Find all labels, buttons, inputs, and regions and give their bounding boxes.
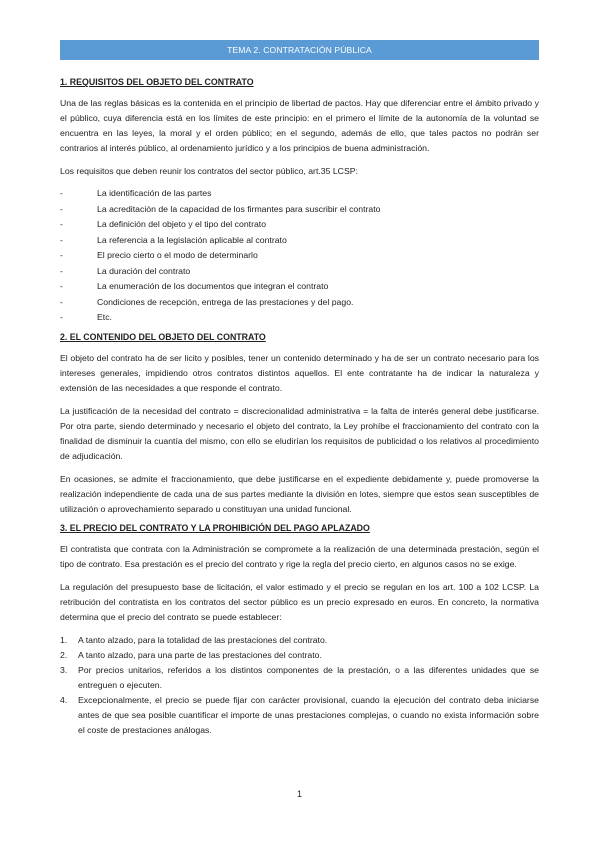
- requirements-list: [60, 186, 539, 326]
- list-item: 3. Por precios unitarios, referidos a los distintos componentes de la prestación, o a las diferentes unidades que se entreguen o ejecuten.: [60, 664, 539, 690]
- list-item: - La acreditación de la capacidad de los firmantes para suscribir el contrato: [60, 202, 539, 218]
- list-item: - La identificación de las partes: [60, 186, 539, 202]
- list-number: 1.: [60, 634, 68, 645]
- section-2-paragraph-1: El objeto del contrato ha de ser licito y posibles, tener un contenido determinado y ha de ser un contrato necesario para los intereses generales, impidiendo otros contratos distintos aquellos. El ente contratante ha de indicar la naturaleza y extensión de las necesidades a que responde el contrato.: [60, 352, 539, 393]
- section-2-paragraph-2: La justificación de la necesidad del contrato = discrecionalidad administrativa = la falta de interés general debe justificarse. Por otra parte, siendo determinado y necesario el objeto del contrato, la Ley prohíbe el fraccionamiento del contrato con la finalidad de disminuir la cuantía del mismo, con ello se eludirían los requisitos de publicidad o los relativos al procedimiento de adjudicación.: [60, 405, 539, 461]
- bullet-dash: -: [60, 188, 63, 198]
- page-number: 1: [296, 789, 302, 799]
- document-page: [60, 40, 539, 738]
- bullet-dash: -: [60, 203, 63, 214]
- list-item: - La enumeración de los documentos que integran el contrato: [60, 279, 539, 295]
- bullet-dash: -: [60, 219, 63, 229]
- bullet-dash: -: [60, 234, 63, 245]
- list-item: 1. A tanto alzado, para la totalidad de las prestaciones del contrato.: [60, 633, 539, 648]
- bullet-dash: -: [60, 281, 63, 291]
- section-3-heading: 3. EL PRECIO DEL CONTRATO Y LA PROHIBICIÓN DEL PAGO APLAZADO: [60, 522, 370, 533]
- section-1-paragraph-1: Una de las reglas básicas es la contenida en el principio de libertad de pactos. Hay que diferenciar entre el ámbito privado y el público, cuya diferencia está en los límites de este principio: en el primero el límite de la autonomía de la voluntad se encuentra en las leyes, la moral y el orden público; en el segundo, además de ello, que tales pactos no podrán ser contrarios al interés público, al ordenamiento jurídico y a los principios de buena administración.: [60, 98, 539, 153]
- list-item: - El precio cierto o el modo de determinarlo: [60, 248, 539, 264]
- list-item: - La duración del contrato: [60, 264, 539, 280]
- bullet-dash: -: [60, 250, 63, 260]
- section-3-paragraph-2: La regulación del presupuesto base de licitación, el valor estimado y el precio se regulan en los art. 100 a 102 LCSP. La retribución del contratista en los contratos del sector público es un precio expresado en euros. En concreto, la normativa determina que el precio del contrato se puede establecer:: [60, 581, 539, 622]
- list-number: 4.: [60, 694, 68, 705]
- list-number: 2.: [60, 649, 68, 660]
- bullet-dash: -: [60, 265, 63, 276]
- chapter-banner: TEMA 2. CONTRATACIÓN PÚBLICA: [60, 40, 539, 60]
- section-3-paragraph-1: El contratista que contrata con la Administración se compromete a la realización de una determinada prestación, según el tipo de contrato. Esa prestación es el precio del contrato y rige la regla del precio cierto, en algunos casos no se exige.: [60, 543, 539, 569]
- list-number: 3.: [60, 664, 68, 675]
- list-item: 4. Excepcionalmente, el precio se puede fijar con carácter provisional, cuando la ejecución del contrato deba iniciarse antes de que sea posible cuantificar el importe de unas prestaciones complejas, o cuando no exista información sobre el coste de prestaciones análogas.: [60, 694, 539, 735]
- list-item: - Etc.: [60, 310, 539, 326]
- section-1-heading: 1. REQUISITOS DEL OBJETO DEL CONTRATO: [60, 77, 254, 87]
- list-item: 2. A tanto alzado, para una parte de las prestaciones del contrato.: [60, 648, 539, 663]
- bullet-dash: -: [60, 296, 63, 307]
- list-item: - La definición del objeto y el tipo del contrato: [60, 217, 539, 233]
- bullet-dash: -: [60, 312, 63, 322]
- section-2-heading: 2. EL CONTENIDO DEL OBJETO DEL CONTRATO: [60, 331, 266, 342]
- section-2-paragraph-3: En ocasiones, se admite el fraccionamiento, que debe justificarse en el expediente debidamente y, puede promoverse la realización independiente de cada una de sus partes mediante la división en lotes, siempre que estos sean susceptibles de utilización o aprovechamiento separado u constituyan una unidad funcional.: [60, 473, 539, 514]
- price-methods-list: [60, 633, 539, 738]
- list-item: - Condiciones de recepción, entrega de las prestaciones y del pago.: [60, 295, 539, 311]
- section-1-paragraph-2: Los requisitos que deben reunir los contratos del sector público, art.35 LCSP:: [60, 166, 358, 176]
- list-item: - La referencia a la legislación aplicable al contrato: [60, 233, 539, 249]
